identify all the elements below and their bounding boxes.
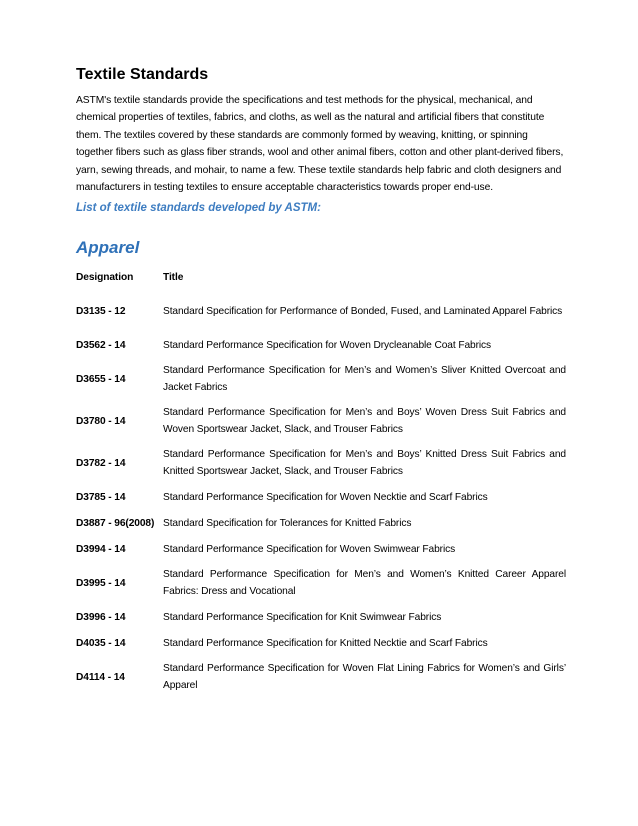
table-row <box>76 562 566 604</box>
row-designation: D4114 - 14 <box>76 671 125 683</box>
row-title: Standard Performance Specification for Woven Swimwear Fabrics <box>163 543 456 555</box>
row-title: Standard Performance Specification for Woven Drycleanable Coat Fabrics <box>163 339 492 351</box>
row-title: Standard Performance Specification for Knit Swimwear Fabrics <box>163 611 442 623</box>
row-designation: D3887 - 96(2008) <box>76 517 155 529</box>
table-header-row <box>76 261 566 290</box>
row-designation: D3135 - 12 <box>76 305 126 317</box>
table-row <box>76 358 566 400</box>
row-title: Standard Performance Specification for Knitted Necktie and Scarf Fabrics <box>163 637 488 649</box>
row-title: Standard Specification for Tolerances for Knitted Fabrics <box>163 517 412 529</box>
row-designation: D3780 - 14 <box>76 415 126 427</box>
row-title: Standard Performance Specification for Woven Flat Lining Fabrics for Women’s and Girls’ Apparel <box>163 663 566 692</box>
row-title: Standard Performance Specification for Men’s and Boys’ Knitted Dress Suit Fabrics and Knitted Sportswear Jacket, Slack, and Trouser Fabrics <box>163 449 566 478</box>
table-row <box>76 656 566 698</box>
row-designation: D3785 - 14 <box>76 491 126 503</box>
table-row <box>76 604 566 630</box>
section-title-apparel: Apparel <box>76 238 140 258</box>
row-designation: D3562 - 14 <box>76 339 126 351</box>
table-row <box>76 290 566 332</box>
row-designation: D3782 - 14 <box>76 457 126 469</box>
table-row <box>76 400 566 442</box>
header-title: Title <box>163 272 184 284</box>
intro-paragraph: ASTM's textile standards provide the specifications and test methods for the physical, mechanical, and chemical properties of textiles, fabrics, and cloths, as well as the natural and artificial fibers that constitute them. The textiles covered by these standards are commonly formed by weaving, knitting, or spinning together fibers such as glass fiber strands, wool and other animal fibers, cotton and other plant-derived fibers, yarn, sewing threads, and mohair, to name a few. These textile standards help fabric and cloth designers and manufacturers in testing textiles to ensure acceptable characteristics towards proper end-use. <box>76 95 564 194</box>
standards-table <box>76 261 566 698</box>
header-designation: Designation <box>76 272 134 284</box>
row-designation: D3995 - 14 <box>76 577 126 589</box>
row-title: Standard Performance Specification for Woven Necktie and Scarf Fabrics <box>163 491 488 503</box>
row-designation: D3655 - 14 <box>76 373 126 385</box>
row-designation: D3996 - 14 <box>76 611 126 623</box>
row-title: Standard Performance Specification for Men’s and Boys’ Woven Dress Suit Fabrics and Woven Sportswear Jacket, Slack, and Trouser Fabrics <box>163 407 566 436</box>
table-row <box>76 630 566 656</box>
document-page <box>76 66 566 698</box>
table-row <box>76 484 566 510</box>
row-title: Standard Specification for Performance of Bonded, Fused, and Laminated Apparel Fabrics <box>163 305 563 317</box>
table-row <box>76 536 566 562</box>
row-title: Standard Performance Specification for Men’s and Women’s Knitted Career Apparel Fabrics: Dress and Vocational <box>163 569 566 598</box>
table-row <box>76 332 566 358</box>
table-row <box>76 510 566 536</box>
row-title: Standard Performance Specification for Men’s and Women’s Sliver Knitted Overcoat and Jacket Fabrics <box>163 365 566 394</box>
page-title: Textile Standards <box>76 66 209 83</box>
row-designation: D4035 - 14 <box>76 637 126 649</box>
list-heading: List of textile standards developed by ASTM: <box>76 202 321 215</box>
table-row <box>76 442 566 484</box>
row-designation: D3994 - 14 <box>76 543 126 555</box>
